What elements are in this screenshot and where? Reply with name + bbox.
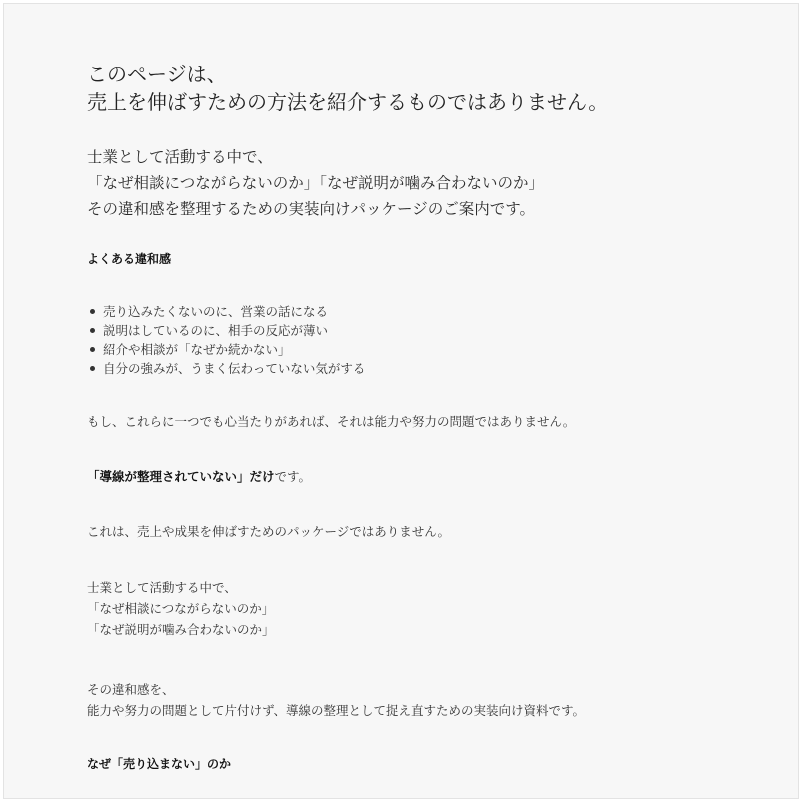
hero-line-1: このページは、 (87, 62, 227, 86)
paragraph-line-2: 能力や努力の問題として片付けず、導線の整理として捉え直すための実装向け資料です。 (87, 703, 586, 718)
paragraph-questions (87, 577, 275, 640)
section-heading-common-discomfort: よくある違和感 (87, 252, 172, 266)
list-item-text: 売り込みたくないのに、営業の話になる (103, 304, 329, 319)
emphasis-text: 「導線が整理されていない」だけ (87, 469, 275, 484)
bullet-dot (90, 328, 95, 333)
intro-line-1: 士業として活動する中で、 (87, 148, 273, 166)
list-item-text: 説明はしているのに、相手の反応が薄い (103, 323, 329, 338)
paragraph-reframe (87, 679, 585, 721)
bullet-dot (90, 366, 95, 371)
list-item (87, 302, 365, 321)
intro-paragraph (87, 144, 544, 222)
section-heading-why-no-selling: なぜ「売り込まない」のか (87, 757, 232, 771)
intro-line-3: その違和感を整理するための実装向けパッケージのご案内です。 (87, 200, 535, 218)
bullet-dot (90, 347, 95, 352)
intro-line-2: 「なぜ相談につながらないのか」「なぜ説明が噛み合わないのか」 (87, 174, 544, 192)
page-frame (3, 3, 799, 799)
paragraph-rest-text: です。 (274, 469, 312, 484)
paragraph-line-1: その違和感を、 (87, 682, 175, 697)
list-item-text: 自分の強みが、うまく伝わっていない気がする (103, 361, 366, 376)
paragraph-line-3: 「なぜ説明が噛み合わないのか」 (87, 622, 275, 637)
list-item (87, 321, 365, 340)
list-item-text: 紹介や相談が「なぜか続かない」 (103, 342, 291, 357)
paragraph-not-ability-problem: もし、これらに一つでも心当たりがあれば、それは能力や努力の問題ではありません。 (87, 414, 576, 429)
paragraph-line-2: 「なぜ相談につながらないのか」 (87, 601, 275, 616)
paragraph-flow-not-organized (87, 467, 311, 487)
discomfort-list (87, 302, 365, 378)
list-item (87, 359, 365, 378)
hero-heading (87, 60, 608, 116)
hero-line-2: 売上を伸ばすための方法を紹介するものではありません。 (87, 90, 609, 114)
paragraph-line-1: 士業として活動する中で、 (87, 580, 237, 595)
bullet-dot (90, 309, 95, 314)
list-item (87, 340, 365, 359)
paragraph-not-sales-package: これは、売上や成果を伸ばすためのパッケージではありません。 (87, 524, 451, 539)
